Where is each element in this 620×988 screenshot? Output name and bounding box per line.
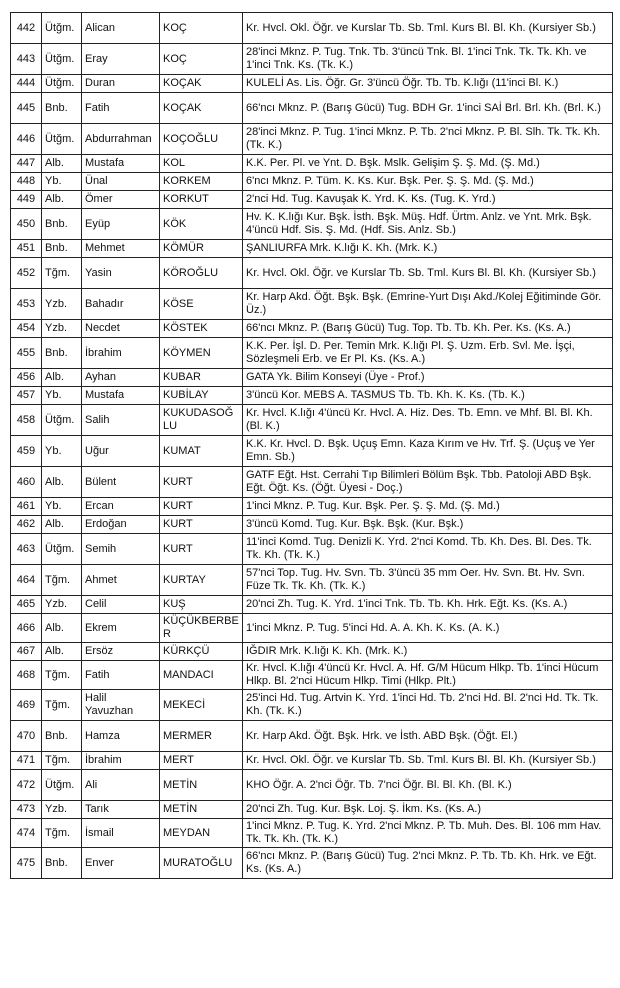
first-name-cell: Mehmet bbox=[82, 240, 160, 258]
row-number: 442 bbox=[11, 13, 42, 44]
table-row bbox=[11, 801, 613, 819]
last-name-cell: KOL bbox=[160, 155, 243, 173]
table-row bbox=[11, 565, 613, 596]
assignment-cell: Kr. Hvcl. Okl. Öğr. ve Kurslar Tb. Sb. Tml. Kurs Bl. Bl. Kh. (Kursiyer Sb.) bbox=[243, 13, 613, 44]
row-number: 456 bbox=[11, 369, 42, 387]
first-name-cell: Fatih bbox=[82, 93, 160, 124]
first-name-cell: Uğur bbox=[82, 436, 160, 467]
rank-cell: Alb. bbox=[42, 467, 82, 498]
table-row bbox=[11, 320, 613, 338]
assignment-cell: KHO Öğr. A. 2'nci Öğr. Tb. 7'nci Öğr. Bl. Bl. Kh. (Bl. K.) bbox=[243, 770, 613, 801]
assignment-cell: GATA Yk. Bilim Konseyi (Üye - Prof.) bbox=[243, 369, 613, 387]
table-row bbox=[11, 338, 613, 369]
last-name-cell: MANDACI bbox=[160, 661, 243, 690]
first-name-cell: Ersöz bbox=[82, 643, 160, 661]
first-name-cell: Alican bbox=[82, 13, 160, 44]
last-name-cell: MERMER bbox=[160, 721, 243, 752]
table-row bbox=[11, 191, 613, 209]
row-number: 470 bbox=[11, 721, 42, 752]
rank-cell: Ütğm. bbox=[42, 405, 82, 436]
first-name-cell: İsmail bbox=[82, 819, 160, 848]
rank-cell: Ütğm. bbox=[42, 534, 82, 565]
table-row bbox=[11, 596, 613, 614]
first-name-cell: Eyüp bbox=[82, 209, 160, 240]
table-row bbox=[11, 387, 613, 405]
first-name-cell: Yasin bbox=[82, 258, 160, 289]
row-number: 451 bbox=[11, 240, 42, 258]
first-name-cell: Ayhan bbox=[82, 369, 160, 387]
last-name-cell: METİN bbox=[160, 801, 243, 819]
assignment-cell: Kr. Hvcl. K.lığı 4'üncü Kr. Hvcl. A. Hf. G/M Hücum Hlkp. Tb. 1'inci Hücum Hlkp. Bl. 2'nci Hücum Hlkp. Timi (Hlkp. Plt.) bbox=[243, 661, 613, 690]
table-row bbox=[11, 819, 613, 848]
first-name-cell: Ünal bbox=[82, 173, 160, 191]
row-number: 455 bbox=[11, 338, 42, 369]
row-number: 459 bbox=[11, 436, 42, 467]
row-number: 444 bbox=[11, 75, 42, 93]
last-name-cell: MEKECİ bbox=[160, 690, 243, 721]
personnel-table-body bbox=[11, 13, 613, 879]
rank-cell: Tğm. bbox=[42, 661, 82, 690]
last-name-cell: KOÇAK bbox=[160, 75, 243, 93]
table-row bbox=[11, 240, 613, 258]
rank-cell: Yb. bbox=[42, 498, 82, 516]
first-name-cell: Bahadır bbox=[82, 289, 160, 320]
table-row bbox=[11, 93, 613, 124]
row-number: 450 bbox=[11, 209, 42, 240]
last-name-cell: KUBİLAY bbox=[160, 387, 243, 405]
row-number: 463 bbox=[11, 534, 42, 565]
table-row bbox=[11, 614, 613, 643]
table-row bbox=[11, 289, 613, 320]
rank-cell: Yb. bbox=[42, 173, 82, 191]
first-name-cell: Celil bbox=[82, 596, 160, 614]
rank-cell: Yzb. bbox=[42, 801, 82, 819]
rank-cell: Tğm. bbox=[42, 565, 82, 596]
assignment-cell: Kr. Hvcl. Okl. Öğr. ve Kurslar Tb. Sb. Tml. Kurs Bl. Bl. Kh. (Kursiyer Sb.) bbox=[243, 752, 613, 770]
row-number: 448 bbox=[11, 173, 42, 191]
last-name-cell: KUKUDASOĞLU bbox=[160, 405, 243, 436]
table-row bbox=[11, 467, 613, 498]
last-name-cell: KURTAY bbox=[160, 565, 243, 596]
last-name-cell: KURT bbox=[160, 467, 243, 498]
last-name-cell: KURT bbox=[160, 498, 243, 516]
table-row bbox=[11, 369, 613, 387]
last-name-cell: KÖSE bbox=[160, 289, 243, 320]
assignment-cell: Kr. Harp Akd. Öğt. Bşk. Bşk. (Emrine-Yurt Dışı Akd./Kolej Eğitiminde Gör. Üz.) bbox=[243, 289, 613, 320]
assignment-cell: GATF Eğt. Hst. Cerrahi Tıp Bilimleri Bölüm Bşk. Tbb. Patoloji ABD Bşk. Eğt. Öğt. Ks. (Öğt. Üyesi - Doç.) bbox=[243, 467, 613, 498]
assignment-cell: 28'inci Mknz. P. Tug. Tnk. Tb. 3'üncü Tnk. Bl. 1'inci Tnk. Tk. Tk. Kh. ve 1'inci Tnk. Ks. (Tk. K.) bbox=[243, 44, 613, 75]
first-name-cell: Semih bbox=[82, 534, 160, 565]
assignment-cell: IĞDIR Mrk. K.lığı K. Kh. (Mrk. K.) bbox=[243, 643, 613, 661]
table-row bbox=[11, 44, 613, 75]
assignment-cell: 28'inci Mknz. P. Tug. 1'inci Mknz. P. Tb. 2'nci Mknz. P. Bl. Slh. Tk. Tk. Kh. (Tk. K.) bbox=[243, 124, 613, 155]
row-number: 466 bbox=[11, 614, 42, 643]
rank-cell: Bnb. bbox=[42, 93, 82, 124]
rank-cell: Tğm. bbox=[42, 258, 82, 289]
first-name-cell: Ahmet bbox=[82, 565, 160, 596]
row-number: 471 bbox=[11, 752, 42, 770]
row-number: 454 bbox=[11, 320, 42, 338]
first-name-cell: Erdoğan bbox=[82, 516, 160, 534]
last-name-cell: KOÇAK bbox=[160, 93, 243, 124]
assignment-cell: ŞANLIURFA Mrk. K.lığı K. Kh. (Mrk. K.) bbox=[243, 240, 613, 258]
row-number: 445 bbox=[11, 93, 42, 124]
row-number: 473 bbox=[11, 801, 42, 819]
first-name-cell: Hamza bbox=[82, 721, 160, 752]
rank-cell: Bnb. bbox=[42, 338, 82, 369]
first-name-cell: Duran bbox=[82, 75, 160, 93]
rank-cell: Ütğm. bbox=[42, 44, 82, 75]
rank-cell: Yb. bbox=[42, 436, 82, 467]
first-name-cell: Salih bbox=[82, 405, 160, 436]
table-row bbox=[11, 209, 613, 240]
table-row bbox=[11, 13, 613, 44]
rank-cell: Alb. bbox=[42, 516, 82, 534]
last-name-cell: KOÇ bbox=[160, 44, 243, 75]
first-name-cell: Mustafa bbox=[82, 155, 160, 173]
assignment-cell: Kr. Hvcl. K.lığı 4'üncü Kr. Hvcl. A. Hiz. Des. Tb. Emn. ve Mhf. Bl. Bl. Kh. (Bl. K.) bbox=[243, 405, 613, 436]
table-row bbox=[11, 770, 613, 801]
last-name-cell: KUMAT bbox=[160, 436, 243, 467]
row-number: 468 bbox=[11, 661, 42, 690]
row-number: 457 bbox=[11, 387, 42, 405]
assignment-cell: K.K. Per. Pl. ve Ynt. D. Bşk. Mslk. Gelişim Ş. Ş. Md. (Ş. Md.) bbox=[243, 155, 613, 173]
last-name-cell: KÜÇÜKBERBER bbox=[160, 614, 243, 643]
table-row bbox=[11, 436, 613, 467]
last-name-cell: KÖYMEN bbox=[160, 338, 243, 369]
rank-cell: Yzb. bbox=[42, 320, 82, 338]
row-number: 443 bbox=[11, 44, 42, 75]
rank-cell: Yzb. bbox=[42, 596, 82, 614]
rank-cell: Alb. bbox=[42, 191, 82, 209]
last-name-cell: MEYDAN bbox=[160, 819, 243, 848]
assignment-cell: 66'ncı Mknz. P. (Barış Gücü) Tug. Top. Tb. Tb. Kh. Per. Ks. (Ks. A.) bbox=[243, 320, 613, 338]
rank-cell: Alb. bbox=[42, 643, 82, 661]
rank-cell: Tğm. bbox=[42, 690, 82, 721]
last-name-cell: KÖSTEK bbox=[160, 320, 243, 338]
row-number: 474 bbox=[11, 819, 42, 848]
row-number: 447 bbox=[11, 155, 42, 173]
last-name-cell: MERT bbox=[160, 752, 243, 770]
row-number: 452 bbox=[11, 258, 42, 289]
table-row bbox=[11, 155, 613, 173]
assignment-cell: 3'üncü Komd. Tug. Kur. Bşk. Bşk. (Kur. Bşk.) bbox=[243, 516, 613, 534]
first-name-cell: Ömer bbox=[82, 191, 160, 209]
assignment-cell: 11'inci Komd. Tug. Denizli K. Yrd. 2'nci Komd. Tb. Kh. Des. Bl. Des. Tk. Tk. Kh. (Tk. K.) bbox=[243, 534, 613, 565]
first-name-cell: Eray bbox=[82, 44, 160, 75]
rank-cell: Alb. bbox=[42, 369, 82, 387]
last-name-cell: KÖK bbox=[160, 209, 243, 240]
first-name-cell: Ali bbox=[82, 770, 160, 801]
assignment-cell: 1'inci Mknz. P. Tug. Kur. Bşk. Per. Ş. Ş. Md. (Ş. Md.) bbox=[243, 498, 613, 516]
first-name-cell: Abdurrahman bbox=[82, 124, 160, 155]
rank-cell: Tğm. bbox=[42, 752, 82, 770]
table-row bbox=[11, 661, 613, 690]
table-row bbox=[11, 124, 613, 155]
rank-cell: Ütğm. bbox=[42, 13, 82, 44]
table-row bbox=[11, 643, 613, 661]
table-row bbox=[11, 690, 613, 721]
first-name-cell: İbrahim bbox=[82, 752, 160, 770]
assignment-cell: Kr. Hvcl. Okl. Öğr. ve Kurslar Tb. Sb. Tml. Kurs Bl. Bl. Kh. (Kursiyer Sb.) bbox=[243, 258, 613, 289]
table-row bbox=[11, 752, 613, 770]
rank-cell: Alb. bbox=[42, 155, 82, 173]
rank-cell: Ütğm. bbox=[42, 124, 82, 155]
rank-cell: Bnb. bbox=[42, 240, 82, 258]
rank-cell: Alb. bbox=[42, 614, 82, 643]
assignment-cell: 57'nci Top. Tug. Hv. Svn. Tb. 3'üncü 35 mm Oer. Hv. Svn. Bt. Hv. Svn. Füze Tk. Tk. Kh. (Tk. K.) bbox=[243, 565, 613, 596]
last-name-cell: KUBAR bbox=[160, 369, 243, 387]
assignment-cell: Hv. K. K.lığı Kur. Bşk. İsth. Bşk. Müş. Hdf. Ürtm. Anlz. ve Ynt. Mrk. Bşk. 4'üncü Hdf. Sis. Ş. Md. (Hdf. Sis. Anlz. Sb.) bbox=[243, 209, 613, 240]
row-number: 453 bbox=[11, 289, 42, 320]
last-name-cell: KORKEM bbox=[160, 173, 243, 191]
personnel-table bbox=[10, 12, 613, 879]
rank-cell: Bnb. bbox=[42, 209, 82, 240]
assignment-cell: 66'ncı Mknz. P. (Barış Gücü) Tug. 2'nci Mknz. P. Tb. Tb. Kh. Hrk. ve Eğt. Ks. (Ks. A.) bbox=[243, 848, 613, 879]
table-row bbox=[11, 75, 613, 93]
last-name-cell: KÜRKÇÜ bbox=[160, 643, 243, 661]
last-name-cell: KOÇ bbox=[160, 13, 243, 44]
assignment-cell: 1'inci Mknz. P. Tug. 5'inci Hd. A. A. Kh. K. Ks. (A. K.) bbox=[243, 614, 613, 643]
table-row bbox=[11, 405, 613, 436]
rank-cell: Tğm. bbox=[42, 819, 82, 848]
assignment-cell: K.K. Per. İşl. D. Per. Temin Mrk. K.lığı Pl. Ş. Uzm. Erb. Svl. Me. İşçi, Sözleşmeli Erb. ve Er Pl. Ks. (Ks. A.) bbox=[243, 338, 613, 369]
assignment-cell: 3'üncü Kor. MEBS A. TASMUS Tb. Tb. Kh. K. Ks. (Tb. K.) bbox=[243, 387, 613, 405]
first-name-cell: Ekrem bbox=[82, 614, 160, 643]
table-row bbox=[11, 721, 613, 752]
assignment-cell: KULELİ As. Lis. Öğr. Gr. 3'üncü Öğr. Tb. Tb. K.lığı (11'inci Bl. K.) bbox=[243, 75, 613, 93]
row-number: 458 bbox=[11, 405, 42, 436]
row-number: 469 bbox=[11, 690, 42, 721]
rank-cell: Bnb. bbox=[42, 848, 82, 879]
rank-cell: Yb. bbox=[42, 387, 82, 405]
rank-cell: Yzb. bbox=[42, 289, 82, 320]
row-number: 465 bbox=[11, 596, 42, 614]
row-number: 462 bbox=[11, 516, 42, 534]
last-name-cell: KURT bbox=[160, 534, 243, 565]
assignment-cell: 6'ncı Mknz. P. Tüm. K. Ks. Kur. Bşk. Per. Ş. Ş. Md. (Ş. Md.) bbox=[243, 173, 613, 191]
assignment-cell: 25'inci Hd. Tug. Artvin K. Yrd. 1'inci Hd. Tb. 2'nci Hd. Bl. 2'nci Hd. Tk. Tk. Kh. (Tk. K.) bbox=[243, 690, 613, 721]
row-number: 446 bbox=[11, 124, 42, 155]
first-name-cell: Necdet bbox=[82, 320, 160, 338]
assignment-cell: 1'inci Mknz. P. Tug. K. Yrd. 2'nci Mknz. P. Tb. Muh. Des. Bl. 106 mm Hav. Tk. Tk. Kh. (Tk. K.) bbox=[243, 819, 613, 848]
table-row bbox=[11, 534, 613, 565]
last-name-cell: KUŞ bbox=[160, 596, 243, 614]
table-row bbox=[11, 498, 613, 516]
row-number: 449 bbox=[11, 191, 42, 209]
last-name-cell: KÖROĞLU bbox=[160, 258, 243, 289]
assignment-cell: K.K. Kr. Hvcl. D. Bşk. Uçuş Emn. Kaza Kırım ve Hv. Trf. Ş. (Uçuş ve Yer Emn. Sb.) bbox=[243, 436, 613, 467]
row-number: 475 bbox=[11, 848, 42, 879]
first-name-cell: Bülent bbox=[82, 467, 160, 498]
assignment-cell: Kr. Harp Akd. Öğt. Bşk. Hrk. ve İsth. ABD Bşk. (Öğt. El.) bbox=[243, 721, 613, 752]
rank-cell: Ütğm. bbox=[42, 75, 82, 93]
row-number: 464 bbox=[11, 565, 42, 596]
last-name-cell: METİN bbox=[160, 770, 243, 801]
rank-cell: Ütğm. bbox=[42, 770, 82, 801]
table-row bbox=[11, 848, 613, 879]
last-name-cell: KURT bbox=[160, 516, 243, 534]
assignment-cell: 66'ncı Mknz. P. (Barış Gücü) Tug. BDH Gr. 1'inci SAİ Brl. Brl. Kh. (Brl. K.) bbox=[243, 93, 613, 124]
row-number: 472 bbox=[11, 770, 42, 801]
first-name-cell: Fatih bbox=[82, 661, 160, 690]
rank-cell: Bnb. bbox=[42, 721, 82, 752]
assignment-cell: 20'nci Zh. Tug. Kur. Bşk. Loj. Ş. İkm. Ks. (Ks. A.) bbox=[243, 801, 613, 819]
first-name-cell: Enver bbox=[82, 848, 160, 879]
first-name-cell: Tarık bbox=[82, 801, 160, 819]
row-number: 460 bbox=[11, 467, 42, 498]
first-name-cell: İbrahim bbox=[82, 338, 160, 369]
table-row bbox=[11, 516, 613, 534]
last-name-cell: MURATOĞLU bbox=[160, 848, 243, 879]
table-row bbox=[11, 258, 613, 289]
last-name-cell: KOÇOĞLU bbox=[160, 124, 243, 155]
assignment-cell: 20'nci Zh. Tug. K. Yrd. 1'inci Tnk. Tb. Tb. Kh. Hrk. Eğt. Ks. (Ks. A.) bbox=[243, 596, 613, 614]
assignment-cell: 2'nci Hd. Tug. Kavuşak K. Yrd. K. Ks. (Tug. K. Yrd.) bbox=[243, 191, 613, 209]
row-number: 461 bbox=[11, 498, 42, 516]
table-row bbox=[11, 173, 613, 191]
row-number: 467 bbox=[11, 643, 42, 661]
last-name-cell: KÖMÜR bbox=[160, 240, 243, 258]
last-name-cell: KORKUT bbox=[160, 191, 243, 209]
first-name-cell: Mustafa bbox=[82, 387, 160, 405]
first-name-cell: Halil Yavuzhan bbox=[82, 690, 160, 721]
first-name-cell: Ercan bbox=[82, 498, 160, 516]
